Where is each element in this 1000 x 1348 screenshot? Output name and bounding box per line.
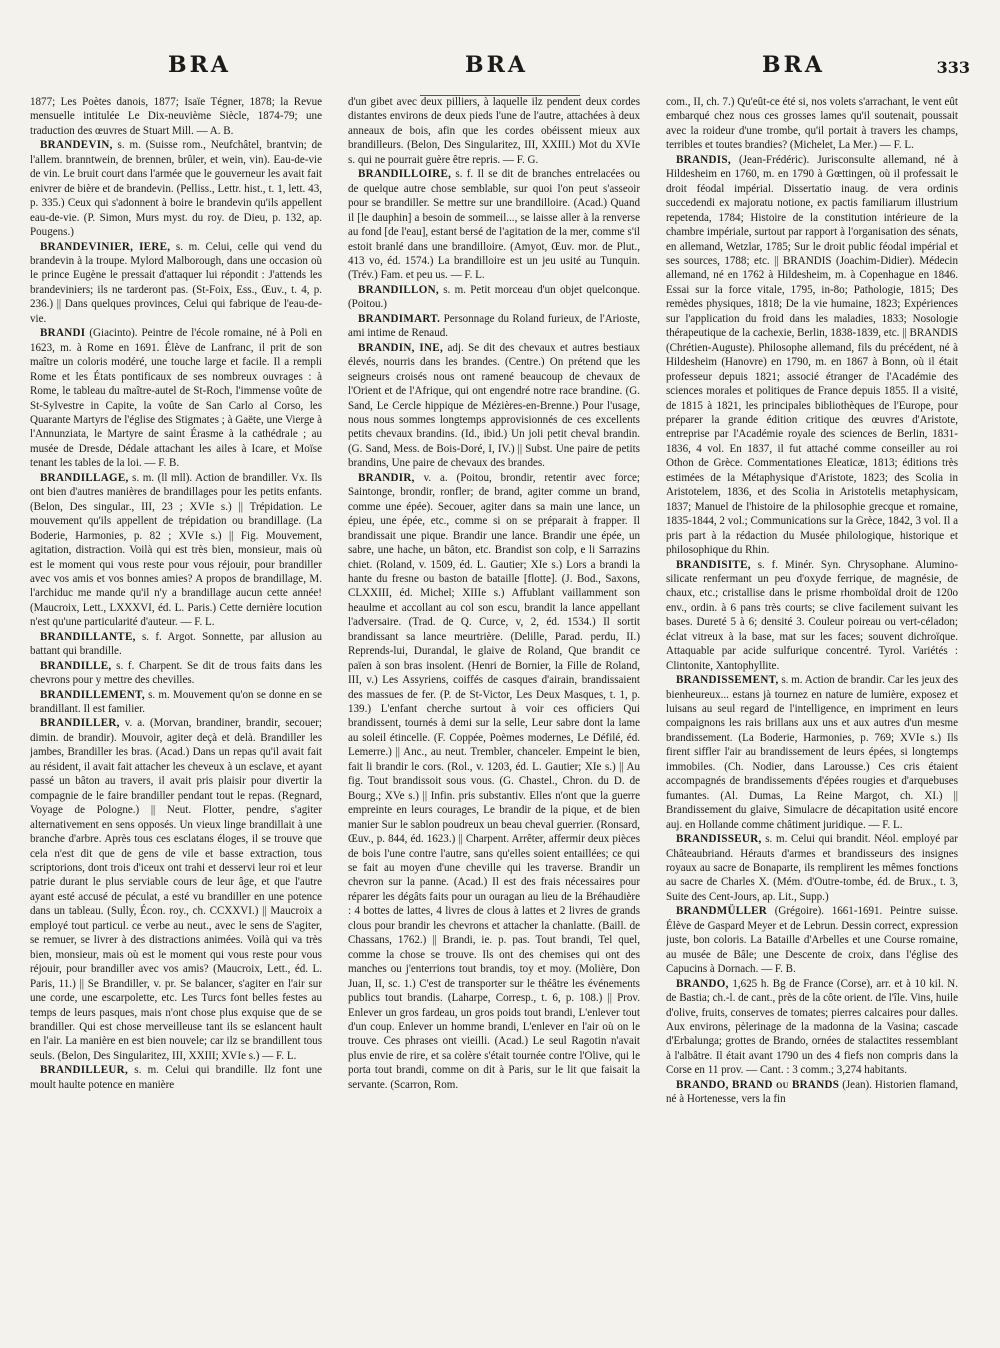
entry-text: s. f. Minér. Syn. Chrysophane. Alumino-silicate renfermant un peu d'oxyde ferrique, de magnésie, de chaux, etc.; cristallise dans le prisme rhomboïdal droit de 120o env., ordin. à 6 pans très courts; se clive facilement suivant les bases. Dureté 5 à 6; densité 3. Couleur poireau ou vert-céladon; éclat vitreux à la base, mat sur les faces; souvent dichroïque. Attaquable par acide sulfurique concentré. Tyrol. Variétés : Clintonite, Xantophyllite. — [666, 558, 958, 672]
entry-text: v. a. (Poitou, brondir, retentir avec force; Saintonge, brondir, ronfler; de brand, agiter comme un brand, comme une épée). Secouer, agiter dans sa main une lance, un épieu, une épée, etc., comme si on se préparait à frapper. Il brandissait une pique. Brandir une lance. Brandir une épée, un sabre, une hache, un bâton, etc. Brandist son colp, e li Sarrazins chiet. (Roland, v. 1509, éd. L. Gautier; XIe s.) Lors a brandi la hante du fresne ou baston de bataille [flotte]. (J. Bod., Saxons, CLXXIII, éd. Michel; XIIIe s.) Affublant vaillamment son heaulme et accollant au col son escu, brandit la lance appellant l'adversaire. (Trad. de Q. Curce, v, 2, éd. 1534.) Il sortit brandissant sa lance meurtrière. (Delille, Parad. perdu, II.) Reprends-lui, Durandal, le glaive de Roland, Que brandit ce païen à son bras insolent. (Henri de Bornier, la Fille de Roland, III, v.) Les Assyriens, coiffés de casques d'airain, brandissaient des massues de fer. (P. de St-Victor, Les Deux Masques, t. 1, p. 139.) L'enfant cherche surtout à voir ces officiers Qui brandissent, tournés à demi sur la selle, Leur sabre dont la lame au soleil étincelle. (F. Coppée, Poèmes modernes, Le Défilé, éd. Lemerre.) || Anc., au neut. Trembler, chanceler. Empeint le bien, fait li brandir le cors. (Rol., v. 1203, éd. L. Gautier; XIe s.) || Au fig. Tout brandissoit sous vous. (G. Chastel., Chron. du D. de Bourg.; XVe s.) || Infin. pris substantiv. Elles n'ont que la guerre empreinte en leurs courages, Le brandir de la pique, et de bien manier Sur le sablon poudreux un beau cheval guerrier. (Ronsard, Œuv., p. 844, éd. 1623.) || Charpent. Arrêter, affermir deux pièces de bois l'une contre l'autre, sans qu'elles soient entaillées; ce qui se fait au moyen d'une cheville qui les traverse. Brandir un chevron sur la panne. (Acad.) Il est des frais nécessaires pour réparer les dégâts faits pour un ouragan au lieu de la Bréhaudière : 4 bottes de lattes, 4 livres de clous à lattes et 2 livres de grands clous pour brandir les chevrons et attacher la chanlatte. (Baill. de Chassans, 1762.) || Brandi, ie. p. pas. Tout brandi, Tel quel, comme la chose se trouve. Ils ont des chemises qui ont des manches ou j'enterrions tout brandis, toy et moy. (Molière, Don Juan, II, sc. 1.) C'est de transporter sur le théâtre les événements publics tout brandis. (Laharpe, Corresp., t. 6, p. 108.) || Prov. Enlever un gros fardeau, un gros poids tout brandi, L'enlever tout d'un coup. Enlever un homme brandi, L'enlever en l'air où on le trouve. Ces phrases ont vieilli. (Acad.) Le seul Ragotin n'avait plus envie de rire, et sa colère s'était tournée contre l'Olive, qui le porta tout brandi, comme on dit à Paris, sur le lit que faisait la servante. (Scarron, Rom. — [348, 471, 640, 1091]
entry-headword: BRANDILLER, — [40, 717, 120, 730]
entry-text: s. f. Argot. Sonnette, par allusion au battant qui brandille. — [30, 630, 322, 658]
entry-headword: BRANDILLON, — [358, 283, 439, 296]
entry-text: s. m. (Suisse rom., Neufchâtel, brantvin; de l'allem. branntwein, de brennen, brûler, et wein, vin). Eau-de-vie de vin. Le bruit court dans l'armée que le gouverneur les avait fait enivrer de bière et de brandevin. (Pelliss., Lettr. hist., t. 1, lett. 43, p. 335.) Ceux qui s'adonnent à boire le brandevin qu'ils appellent eau-de-vie. (P. Simon, Murs myst. du roy. de Dieu, p. 132, ap. Pougens.) — [30, 139, 322, 239]
entry-text: d'un gibet avec deux pilliers, à laquelle ilz pendent deux cordes distantes environs de deux pieds l'une de l'autre, attachées à deux anneaux de bois, afin que les cordes obéissent mieux aux brandilleurs. (Belon, Des Singularitez, III, XXIII.) Mot du XVIe s. qui ne pourrait guère être repris. — F. G. — [348, 96, 640, 166]
dictionary-entry — [30, 326, 322, 471]
entry-text: s. f. Il se dit de branches entrelacées ou de quelque autre chose semblable, sur quoi l'on peut s'asseoir pour se brandiller. Se mettre sur une brandilloire. (Acad.) Quand il [le dauphin] a besoin de sommeil..., se laisse aller à la renverse au fond [de l'eau], estant bersé de l'agitation de la mer, comme s'il estoit branlé dans une brandilloire. (Amyot, Œuv. mor. de Plut., 413 vo, éd. 1574.) La brandilloire est un jeu usité au Tunquin. (Trév.) Fam. et peu us. — F. L. — [348, 168, 640, 282]
entry-text: (Grégoire). 1661-1691. Peintre suisse. Élève de Gaspard Meyer et de Lebrun. Dessin correct, expression juste, bon coloris. La Bataille d'Arbelles et une Course romaine, au musée de Bâle; une Descente de croix, dans l'église des Capucins à Dornach. — F. B. — [666, 905, 958, 976]
entry-headword: BRANDMÜLLER — [676, 905, 768, 918]
entry-text: Personnage du Roland furieux, de l'Arioste, ami intime de Renaud. — [348, 312, 640, 340]
entry-headword: BRANDEVINIER, IERE, — [40, 240, 171, 253]
entry-headword: BRANDILLEUR, — [40, 1064, 128, 1077]
dictionary-entry — [30, 138, 322, 239]
header-center-guideword: BRA — [465, 52, 528, 78]
entry-headword: BRANDISSEUR, — [676, 833, 762, 846]
entry-text: v. a. (Morvan, brandiner, brandir, secouer; dimin. de brandir). Mouvoir, agiter deçà et delà. Brandiller les jambes, Brandiller les bras. (Acad.) Dans un repas qu'il avait fait au résident, il avait fait attacher les cheveux à un esclave, et ayant passé un bâton au travers, il avait pris plaisir pour divertir la compagnie de le faire brandiller pendant tout le repas. (Regnard, Voyage de Pologne.) || Neut. Flotter, pendre, s'agiter alternativement en sens opposés. Un vieux linge brandillait à une branche d'arbre. Après tous ces esclatans éloges, il se trouve que cela n'est dit que de gens de vile et basse extraction, tous scriptorions, dont trois d'iceux ont trahi et desservi leur roi et leur patrie durant le plus serviable cours de leur âge, et que l'autre ayant esté accusé de péculat, a esté vu brandiller en une potence dans un tableau. (Sully, Écon. roy., ch. CCXXVI.) || Maucroix a employé tout particul. ce verbe au neut., avec le sens de S'agiter, se remuer, se livrer à des distractions animées. Voilà qui va très bien, monsieur, mais où est le moment qui vous reste pour vous réjouir, pour brandiller avec vos amis? (Maucroix, Lett., éd. L. Paris, 11.) || Se Brandiller, v. pr. Se balancer, s'agiter en l'air sur une corde, une escarpolette, etc. Les Turcs font belles festes au temps de leurs pasques, mais n'ont chose plus exquise que de se brandiller. Qui est chose merveilleuse tant ils se eslancent hault en l'air. La manière en est bien nouvele; car ilz se brandillent tous seuls. (Belon, Des Singularitez, III, XXIII; XVIe s.) — F. L. — [30, 717, 322, 1062]
entry-headword: BRANDO, BRAND ou BRANDS — [676, 1078, 840, 1091]
column-middle — [348, 95, 640, 1335]
entry-text: adj. Se dit des chevaux et autres bestiaux élevés, nourris dans les brandes. (Centre.) On prétend que les seigneurs croisés nous ont ramené beaucoup de chevaux de l'Orient et de l'Afrique, qui ont engendré notre race brandine. (G. Sand, Le Cercle hippique de Mézières-en-Brenne.) Pour l'usage, nous nous sommes longtemps approvisionnés de ces excellents petits chevaux brandins. (Id., ibid.) Un joli petit cheval brandin. (G. Sand, Mess. de Bois-Doré, I, IV.) || Subst. Une paire de petits brandins, Une paire de chevaux des brandes. — [348, 341, 640, 470]
entry-headword: BRANDIR, — [358, 471, 415, 484]
entry-text: s. m. Celui qui brandit. Néol. employé par Châteaubriand. Hérauts d'armes et brandisseurs des insignes royaux au sacre de Bonaparte, ils remplirent les mêmes fonctions au sacre de Charles X. (Mém. d'Outre-tombe, éd. de Brux., t. 3, Suite des Cent-Jours, ap. Lit., Supp.) — [666, 833, 958, 903]
entry-headword: BRANDILLE, — [40, 659, 112, 672]
entry-text: 1,625 h. Bg de France (Corse), arr. et à 10 kil. N. de Bastia; ch.-l. de cant., près de la côte orient. de l'île. Vins, huile d'olive, fruits, conserves de tomates; pierres calcaires pour dalles. Aux environs, pèlerinage de la madonna de la Vasina; cascade d'Erbalunga; grottes de Brando, ornées de stalactites ressemblant à l'albâtre. Il était avant 1790 un des 4 fiefs non compris dans la Corse en 11 prov. — Cant. : 3 comm.; 3,274 habitants. — [666, 977, 958, 1077]
entry-text: s. m. Celui qui brandille. Ilz font une moult haulte potence en manière — [30, 1064, 322, 1091]
entry-headword: BRANDIS, — [676, 153, 731, 166]
entry-headword: BRANDILLAGE, — [40, 471, 129, 484]
entry-headword: BRANDISSEMENT, — [676, 674, 779, 687]
entry-text: (Giacinto). Peintre de l'école romaine, né à Poli en 1623, m. à Rome en 1691. Élève de Lanfranc, il prit de son maître un coloris modéré, une touche large et facile. Il a rempli Rome et les États pontificaux de ses nombreux ouvrages : à Rome, le tableau du maître-autel de St-Roch, l'immense voûte de St-Sylvestre in Capite, la voûte de San Carlo al Corso, les Quarante Martyrs de l'église des Stigmates ; à Gaëte, une Vierge à l'Annunziata, le Martyre de saint Érasme à la cathédrale ; au musée de Dresde, Dédale attachant les ailes à Icare, et Moïse tenant les tables de la loi. — F. B. — [30, 327, 322, 470]
dictionary-entry — [30, 1063, 322, 1092]
header-right-guideword: BRA — [762, 52, 825, 78]
column-right — [666, 95, 958, 1335]
entry-text: 1877; Les Poètes danois, 1877; Isaïe Tégner, 1878; la Revue mensuelle intitulée Le Dix-neuvième Siècle, 1874-79; une traduction des œuvres de Stuart Mill. — A. B. — [30, 96, 322, 137]
entry-text: s. m. Celui, celle qui vend du brandevin à la troupe. Mylord Malborough, dans une occasion où le prince Eugène le pressait d'attaquer lui répondit : J'attends les brandeviniers; ils ne tarderont pas. (St-Foix, Ess., Œuv., t. 4, p. 236.) || Dans quelques provinces, Celui qui fabrique de l'eau-de-vie. — [30, 240, 322, 325]
text-columns — [30, 95, 974, 1335]
entry-text: s. m. Mouvement qu'on se donne en se brandillant. Il est familier. — [30, 688, 322, 716]
entry-text: (Jean). Historien flamand, né à Hortenesse, vers la fin — [666, 1078, 958, 1106]
dictionary-entry — [30, 471, 322, 630]
entry-text: s. f. Charpent. Se dit de trous faits dans les chevrons pour y mettre des chevilles. — [30, 659, 322, 687]
dictionary-entry — [666, 153, 958, 558]
header-left-guideword: BRA — [168, 52, 231, 78]
entry-headword: BRANDILLEMENT, — [40, 688, 145, 701]
entry-headword: BRANDILLOIRE, — [358, 168, 452, 181]
column-left — [30, 95, 322, 1335]
running-header — [0, 52, 1000, 86]
entry-headword: BRANDO, — [676, 977, 729, 990]
dictionary-entry — [348, 283, 640, 312]
dictionary-entry — [30, 688, 322, 717]
dictionary-entry — [666, 558, 958, 674]
entry-text: (Jean-Frédéric). Jurisconsulte allemand, né à Hildesheim en 1760, m. en 1790 à Gœttingen, où il professait le droit féodal impérial. Dissertatio inaug. de vera ordinis succedendi ex majoratu notione, ex pactis familiarum illustrium repetenda, 1784; Histoire de la constitution intérieure de la chambre impériale, surtout par rapport à l'organisation des sénats, en allemand, Wetzlar, 1785; Sur le droit public féodal impérial et ses sources, 1788; etc. || BRANDIS (Joachim-Didier). Médecin allemand, né en 1762 à Hildesheim, m. à Copenhague en 1846. Essai sur la force vitale, 1795, in-8o; Pathologie, 1815; Des remèdes physiques, 1818; De la vie humaine, 1823; Expériences sur l'application du froid dans les maladies, 1833; Nosologie thérapeutique de la cachexie, Berlin, 1838-1839, etc. || BRANDIS (Chrétien-Auguste). Philosophe allemand, fils du précédent, né à Hildesheim (Hanovre) en 1790, m. en 1867 à Bonn, où il était professeur depuis 1821; associé étranger de l'Académie des sciences morales et politiques de France depuis 1855. Il a visité, de 1815 à 1821, les principales bibliothèques de l'Europe, pour préparer la grande édition critique des œuvres d'Aristote, entreprise par l'Académie royale des sciences de Berlin, 1831-1836, 4 vol. En 1837, il fut attaché comme conseiller au roi Othon de Grèce. Commentationes Eleaticæ, 1813; éditions très estimées de la Métaphysique d'Aristote, 1823; des Scolia in Aristotelem, 1836, et des Scolia in Aristotelis metaphysicam, 1837; Manuel de l'histoire de la philosophie grecque et romaine, 1835-1844, 2 vol.; Communications sur la Grèce, 1842, 3 vol. Il a pris part à la rédaction du Musée philologique, historique et philosophique du Rhin. — [666, 153, 958, 557]
dictionary-entry — [666, 977, 958, 1078]
entry-text: s. m. Action de brandir. Car les jeux des bienheureux... estans jà tournez en nature de lumière, exposez et luisans au seul regard de l'intelligence, en impriment en leurs compaignons les rais brillans aux uns et aux autres d'un mesme brandissement. (La Boderie, Harmonies, p. 769; XVIe s.) Ils firent siffler l'air au brandissement de leurs épées, si longtemps immobiles. (Ch. Nodier, dans Larousse.) Ces cris étaient accompagnés de brandissements d'épées rougies et d'arquebuses fumantes. (Al. Dumas, La Reine Margot, ch. XI.) || Brandissement du glaive, Simulacre de décapitation usité encore auj. en Hollande comme châtiment juridique. — F. L. — [666, 674, 958, 831]
dictionary-entry — [30, 95, 322, 138]
dictionary-entry — [348, 167, 640, 283]
dictionary-entry — [348, 341, 640, 471]
dictionary-entry — [666, 95, 958, 153]
entry-headword: BRANDILLANTE, — [40, 630, 136, 643]
dictionary-entry — [30, 240, 322, 327]
dictionary-entry — [30, 716, 322, 1063]
dictionary-entry — [30, 659, 322, 688]
dictionary-entry — [30, 630, 322, 659]
entry-text: s. m. Petit morceau d'un objet quelconque. (Poitou.) — [348, 283, 640, 311]
entry-headword: BRANDIN, INE, — [358, 341, 444, 354]
entry-headword: BRANDISITE, — [676, 558, 751, 571]
dictionary-entry — [666, 832, 958, 904]
entry-headword: BRANDI — [40, 327, 86, 340]
dictionary-entry — [348, 95, 640, 167]
dictionary-entry — [666, 673, 958, 832]
entry-headword: BRANDIMART. — [358, 312, 441, 325]
entry-headword: BRANDEVIN, — [40, 139, 113, 152]
entry-text: s. m. (ll mll). Action de brandiller. Vx. Ils ont bien d'autres manières de brandillages pour les petits enfants. (Belon, Des singular., III, 23 ; XVIe s.) || Trépidation. Le mouvement qu'ils appellent de trépidation ou brandillage. (La Boderie, Harmonies, p. 82 ; XVIe s.) || Fig. Mouvement, agitation, distraction. Voilà qui est très bien, monsieur, mais où est le moment qui vous reste pour vous réjouir, pour brandiller avec vos amis et vos bonnes amies? A propos de brandillage, M. l'archiduc me mande qu'il n'y a brandillage aucun cette année! (Maucroix, Lett., LXXXVI, éd. L. Paris.) Cette dernière locution n'est qu'une particularité d'auteur. — F. L. — [30, 471, 322, 629]
dictionary-entry — [666, 904, 958, 976]
dictionary-entry — [348, 312, 640, 341]
dictionary-entry — [348, 471, 640, 1092]
entry-text: com., II, ch. 7.) Qu'eût-ce été si, nos volets s'arrachant, le vent eût embarqué chez nous ces grosses lames qu'il soutenait, poussait avec la roideur d'une trombe, qu'il portait à travers les champs, terribles et toutes brandies? (Michelet, La Mer.) — F. L. — [666, 96, 958, 152]
page-number: 333 — [936, 58, 970, 77]
dictionary-entry — [666, 1078, 958, 1107]
